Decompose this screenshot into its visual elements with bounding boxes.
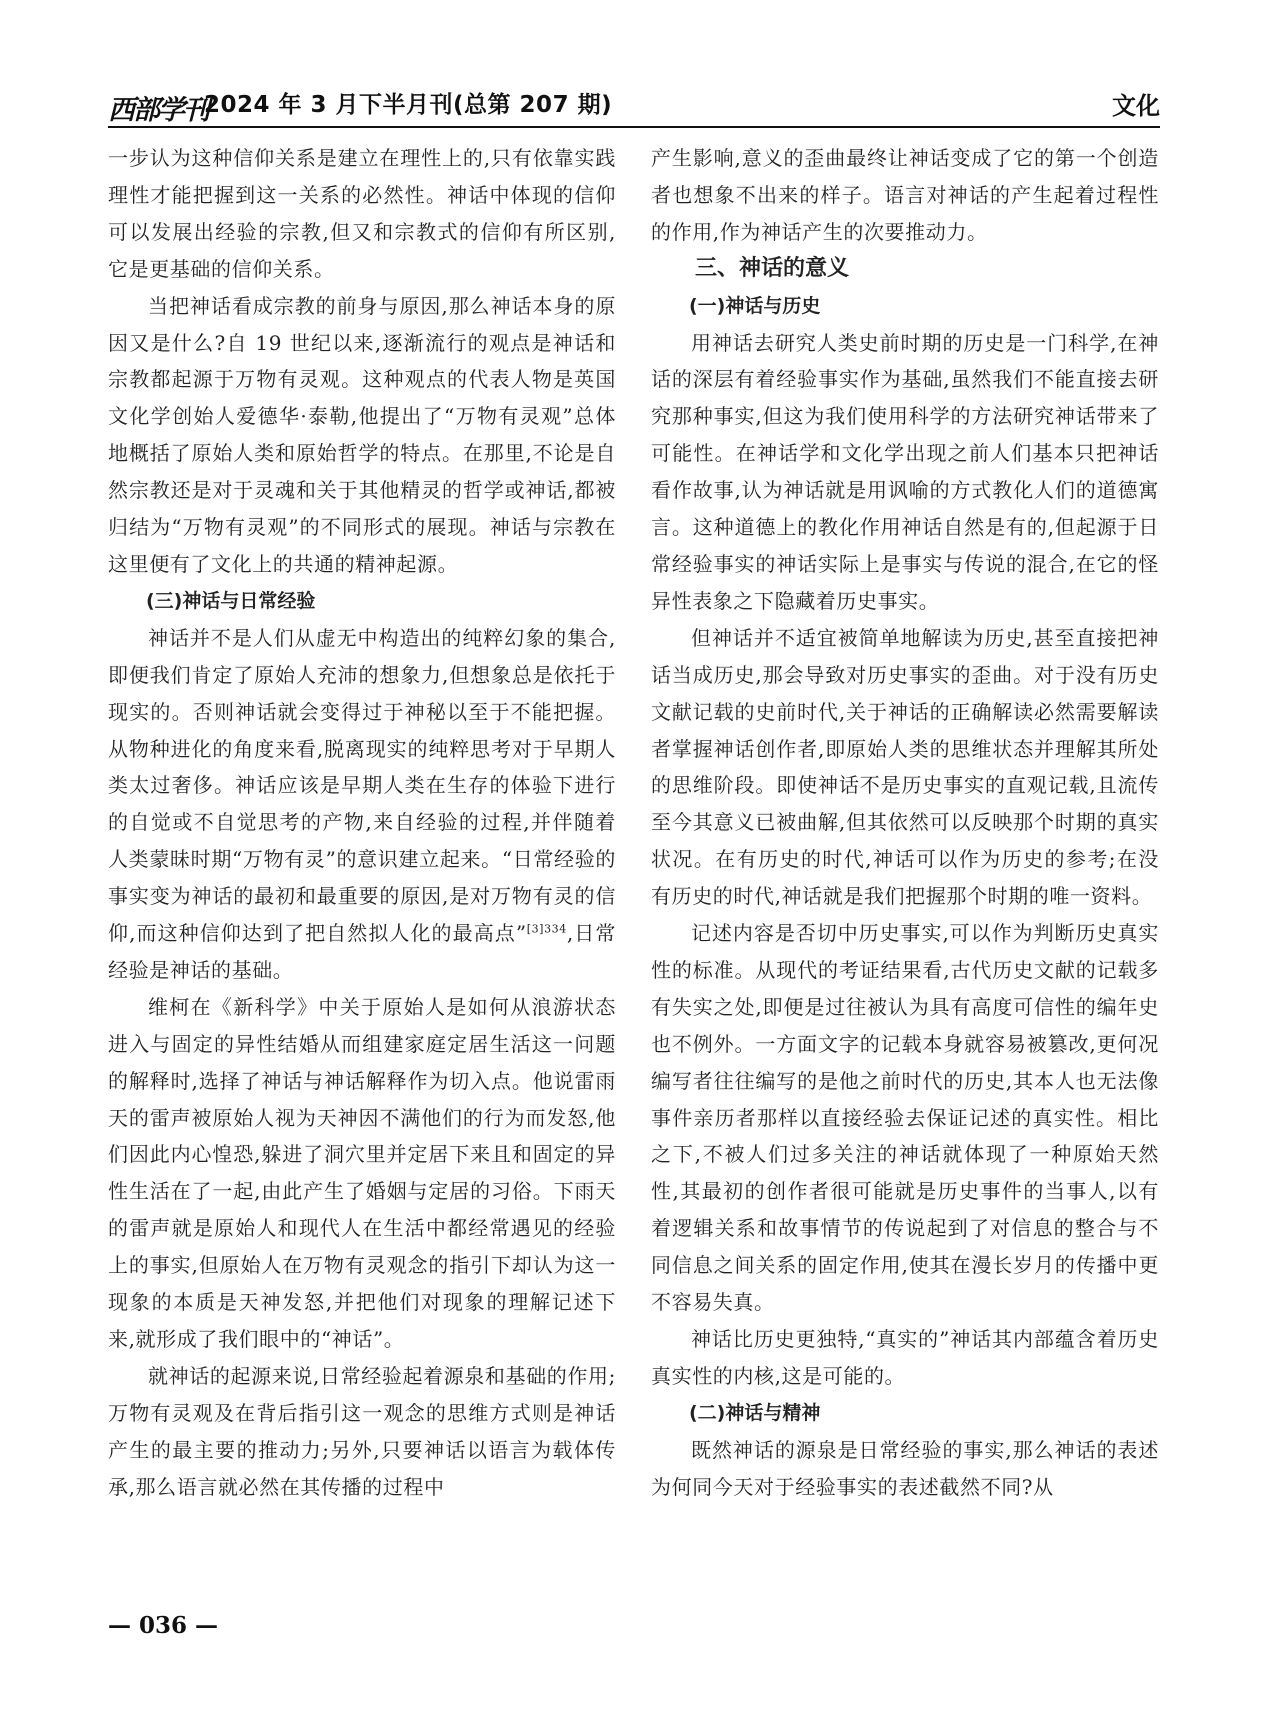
paragraph: 当把神话看成宗教的前身与原因,那么神话本身的原因又是什么?自 19 世纪以来,逐渐流行的观点是神话和宗教都起源于万物有灵观。这种观点的代表人物是英国文化学创始人爱德华·泰勒,他提出了“万物有灵观”总体地概括了原始人类和原始哲学的特点。在那里,不论是自然宗教还是对于灵魂和关于其他精灵的哲学或神话,都被归结为“万物有灵观”的不同形式的展现。神话与宗教在这里便有了文化上的共通的精神起源。: [108, 293, 616, 576]
subsection-heading: (二)神话与精神: [689, 1401, 821, 1424]
paragraph: 一步认为这种信仰关系是建立在理性上的,只有依靠实践理性才能把握到这一关系的必然性。神话中体现的信仰可以发展出经验的宗教,但又和宗教式的信仰有所区别,它是更基础的信仰关系。: [108, 146, 616, 281]
section-name: 文化: [1112, 92, 1160, 120]
right-column: [651, 140, 1159, 1506]
header-rule: [108, 126, 1160, 128]
paragraph: 用神话去研究人类史前时期的历史是一门科学,在神话的深层有着经验事实作为基础,虽然我们不能直接去研究那种事实,但这为我们使用科学的方法研究神话带来了可能性。在神话学和文化学出现之前人们基本只把神话看作故事,认为神话就是用讽喻的方式教化人们的道德寓言。这种道德上的教化作用神话自然是有的,但起源于日常经验事实的神话实际上是事实与传说的混合,在它的怪异性表象之下隐藏着历史事实。: [651, 330, 1159, 613]
paragraph: 产生影响,意义的歪曲最终让神话变成了它的第一个创造者也想象不出来的样子。语言对神话的产生起着过程性的作用,作为神话产生的次要推动力。: [651, 146, 1159, 244]
paragraph: 既然神话的源泉是日常经验的事实,那么神话的表述为何同今天对于经验事实的表述截然不同?从: [651, 1437, 1159, 1499]
paragraph: [108, 620, 616, 989]
paragraph-text: ,日常经验是神话的基础。: [108, 921, 616, 982]
paragraph: 神话比历史更独特,“真实的”神话其内部蕴含着历史真实性的内核,这是可能的。: [651, 1327, 1159, 1388]
paragraph: 记述内容是否切中历史事实,可以作为判断历史真实性的标准。从现代的考证结果看,古代历史文献的记载多有失实之处,即便是过往被认为具有高度可信性的编年史也不例外。一方面文字的记载本身就容易被篡改,更何况编写者往往编写的是他之前时代的历史,其本人也无法像事件亲历者那样以直接经验去保证记述的真实性。相比之下,不被人们过多关注的神话就体现了一种原始天然性,其最初的创作者很可能就是历史事件的当事人,以有着逻辑关系和故事情节的传说起到了对信息的整合与不同信息之间关系的固定作用,使其在漫长岁月的传播中更不容易失真。: [651, 921, 1159, 1315]
paragraph-text: 神话并不是人们从虚无中构造出的纯粹幻象的集合,即便我们肯定了原始人充沛的想象力,但想象总是依托于现实的。否则神话就会变得过于神秘以至于不能把握。从物种进化的角度来看,脱离现实的纯粹思考对于早期人类太过奢侈。神话应该是早期人类在生存的体验下进行的自觉或不自觉思考的产物,来自经验的过程,并伴随着人类蒙昧时期“万物有灵”的意识建立起来。“日常经验的事实变为神话的最初和最重要的原因,是对万物有灵的信仰,而这种信仰达到了把自然拟人化的最高点”: [108, 625, 616, 946]
journal-logo: 西部学刊: [108, 95, 208, 126]
citation: [3]334: [526, 922, 567, 936]
subsection-heading: (三)神话与日常经验: [146, 589, 316, 612]
section-heading: 三、神话的意义: [695, 255, 850, 281]
paragraph: 就神话的起源来说,日常经验起着源泉和基础的作用;万物有灵观及在背后指引这一观念的思维方式则是神话产生的最主要的推动力;另外,只要神话以语言为载体传承,那么语言就必然在其传播的过程中: [108, 1363, 616, 1499]
page-number: — 036 —: [108, 1612, 219, 1639]
paragraph: 维柯在《新科学》中关于原始人是如何从浪游状态进入与固定的异性结婚从而组建家庭定居生活这一问题的解释时,选择了神话与神话解释作为切入点。他说雷雨天的雷声被原始人视为天神因不满他们的行为而发怒,他们因此内心惶恐,躲进了洞穴里并定居下来且和固定的异性生活在了一起,由此产生了婚姻与定居的习俗。下雨天的雷声就是原始人和现代人在生活中都经常遇见的经验上的事实,但原始人在万物有灵观念的指引下却认为这一现象的本质是天神发怒,并把他们对现象的理解记述下来,就形成了我们眼中的“神话”。: [108, 994, 616, 1351]
subsection-heading: (一)神话与历史: [689, 294, 821, 317]
paragraph: 但神话并不适宜被简单地解读为历史,甚至直接把神话当成历史,那会导致对历史事实的歪曲。对于没有历史文献记载的史前时代,关于神话的正确解读必然需要解读者掌握神话创作者,即原始人类的思维状态并理解其所处的思维阶段。即使神话不是历史事实的直观记载,且流传至今其意义已被曲解,但其依然可以反映那个时期的真实状况。在有历史的时代,神话可以作为历史的参考;在没有历史的时代,神话就是我们把握那个时期的唯一资料。: [651, 625, 1159, 909]
left-column: [108, 140, 616, 1506]
running-header: [108, 84, 1160, 124]
issue-info: 2024 年 3 月下半月刊(总第 207 期): [204, 92, 613, 118]
